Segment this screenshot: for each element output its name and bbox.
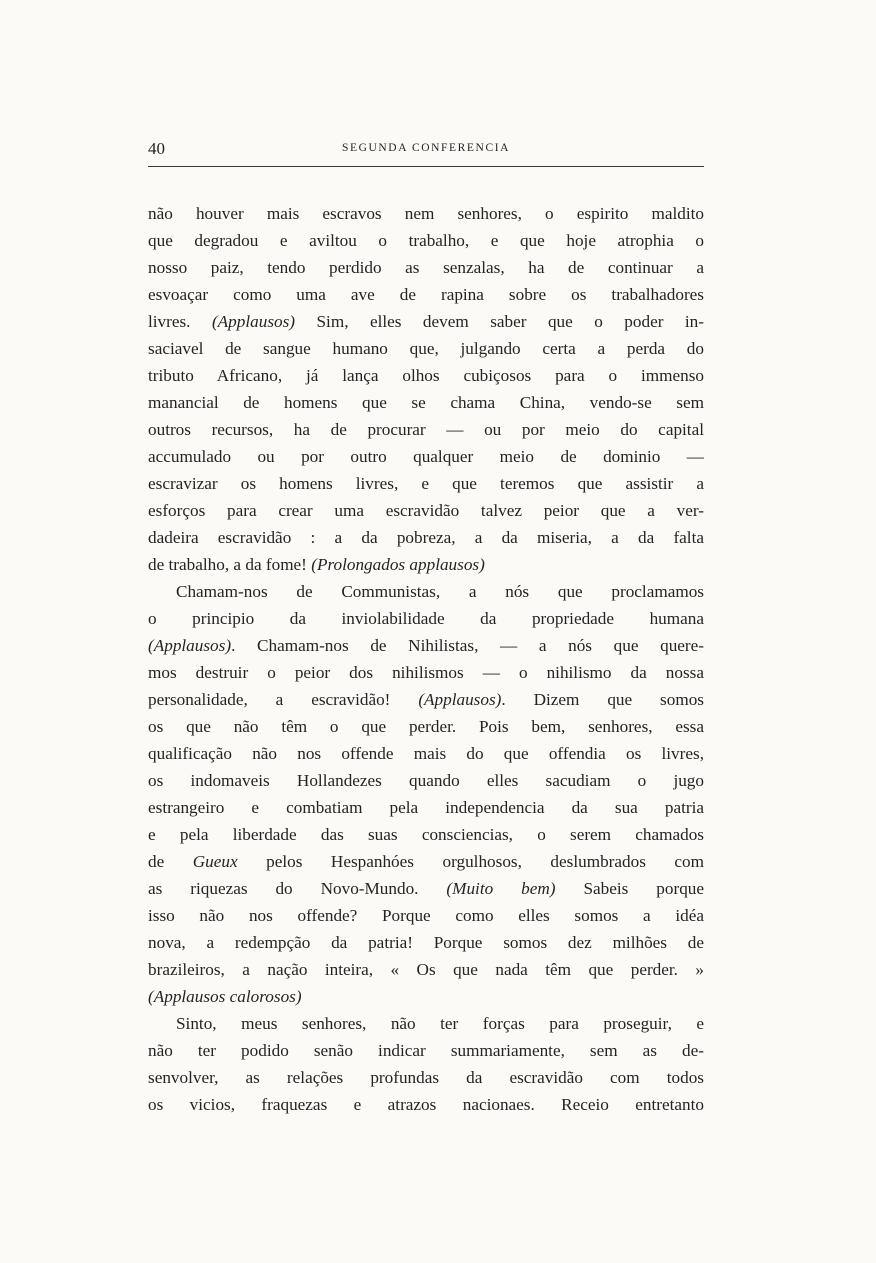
text-line (148, 1091, 704, 1118)
text-line (148, 929, 704, 956)
italic-text: (Applausos) (211, 312, 296, 331)
text-line (148, 308, 704, 335)
text-line (148, 848, 704, 875)
text-run: não ter podido senão indicar summariamente, sem as de- (148, 1041, 704, 1060)
paragraph (148, 200, 704, 578)
text-run: isso não nos offende? Porque como elles somos a idéa (148, 906, 704, 925)
text-line (148, 416, 704, 443)
text-run: manancial de homens que se chama China, vendo-se sem (148, 393, 704, 412)
text-run: mos destruir o peior dos nihilismos — o nihilismo da nossa (148, 663, 704, 682)
text-line (148, 740, 704, 767)
text-run: os indomaveis Hollandezes quando elles sacudiam o jugo (148, 771, 704, 790)
text-run: dadeira escravidão : a da pobreza, a da miseria, a da falta (148, 528, 704, 547)
text-run: tributo Africano, já lança olhos cubiçosos para o immenso (148, 366, 704, 385)
text-line (148, 362, 704, 389)
text-line (148, 335, 704, 362)
text-line (148, 551, 704, 578)
text-line (148, 578, 704, 605)
text-line (148, 686, 704, 713)
page-number: 40 (148, 139, 165, 158)
text-run: nosso paiz, tendo perdido as senzalas, ha de continuar a (148, 258, 704, 277)
text-run: outros recursos, ha de procurar — ou por meio do capital (148, 420, 704, 439)
page-header (148, 136, 704, 167)
text-run: os vicios, fraquezas e atrazos nacionaes. Receio entretanto (148, 1095, 704, 1114)
running-head: SEGUNDA CONFERENCIA (341, 142, 511, 154)
text-run: . Dizem que somos (501, 690, 704, 709)
text-run: e pela liberdade das suas consciencias, o serem chamados (148, 825, 704, 844)
italic-text: (Applausos) (148, 636, 232, 655)
text-line (148, 767, 704, 794)
text-line (148, 821, 704, 848)
text-run: brazileiros, a nação inteira, « Os que nada têm que perder. » (148, 960, 704, 979)
text-run: não houver mais escravos nem senhores, o espirito maldito (148, 204, 704, 223)
text-run: livres. (148, 312, 212, 331)
body-text (148, 200, 704, 1118)
text-run: saciavel de sangue humano que, julgando certa a perda do (148, 339, 704, 358)
text-line (148, 524, 704, 551)
text-line (148, 389, 704, 416)
text-line (148, 254, 704, 281)
text-run: Sabeis porque (555, 879, 705, 898)
text-line (148, 1010, 704, 1037)
italic-text: (Applausos) (418, 690, 502, 709)
text-run: pelos Hespanhóes orgulhosos, deslumbrados com (237, 852, 704, 871)
text-line (148, 902, 704, 929)
text-line (148, 983, 704, 1010)
text-run: as riquezas do Novo-Mundo. (148, 879, 447, 898)
text-run: personalidade, a escravidão! (148, 690, 419, 709)
text-run: esvoaçar como uma ave de rapina sobre os trabalhadores (148, 285, 704, 304)
text-run: qualificação não nos offende mais do que offendia os livres, (148, 744, 704, 763)
text-line (148, 443, 704, 470)
paragraph (148, 578, 704, 1010)
text-run: de trabalho, a da fome! (148, 555, 312, 574)
italic-text: Gueux (192, 852, 238, 871)
text-line (148, 659, 704, 686)
text-line (148, 1064, 704, 1091)
italic-text: (Muito bem) (446, 879, 556, 898)
text-run: esforços para crear uma escravidão talvez peior que a ver- (148, 501, 704, 520)
text-line (148, 713, 704, 740)
text-run: senvolver, as relações profundas da escravidão com todos (148, 1068, 704, 1087)
text-run: Sinto, meus senhores, não ter forças para proseguir, e (176, 1014, 704, 1033)
text-line (148, 794, 704, 821)
text-run: estrangeiro e combatiam pela independencia da sua patria (148, 798, 704, 817)
text-line (148, 281, 704, 308)
text-run: de (148, 852, 193, 871)
text-line (148, 497, 704, 524)
text-line (148, 1037, 704, 1064)
text-run: Chamam-nos de Communistas, a nós que proclamamos (176, 582, 704, 601)
text-run: que degradou e aviltou o trabalho, e que hoje atrophia o (148, 231, 704, 250)
paragraph (148, 1010, 704, 1118)
text-line (148, 632, 704, 659)
text-run: . Chamam-nos de Nihilistas, — a nós que quere- (231, 636, 704, 655)
text-line (148, 875, 704, 902)
text-run: o principio da inviolabilidade da propriedade humana (148, 609, 704, 628)
text-run: escravizar os homens livres, e que teremos que assistir a (148, 474, 704, 493)
text-line (148, 470, 704, 497)
text-line (148, 227, 704, 254)
text-line (148, 200, 704, 227)
text-run: accumulado ou por outro qualquer meio de dominio — (148, 447, 704, 466)
text-line (148, 605, 704, 632)
text-run: Sim, elles devem saber que o poder in- (295, 312, 704, 331)
italic-text: (Prolongados applausos) (311, 555, 485, 574)
text-line (148, 956, 704, 983)
text-run: nova, a redempção da patria! Porque somos dez milhões de (148, 933, 704, 952)
text-run: os que não têm o que perder. Pois bem, senhores, essa (148, 717, 704, 736)
italic-text: (Applausos calorosos) (148, 987, 302, 1006)
